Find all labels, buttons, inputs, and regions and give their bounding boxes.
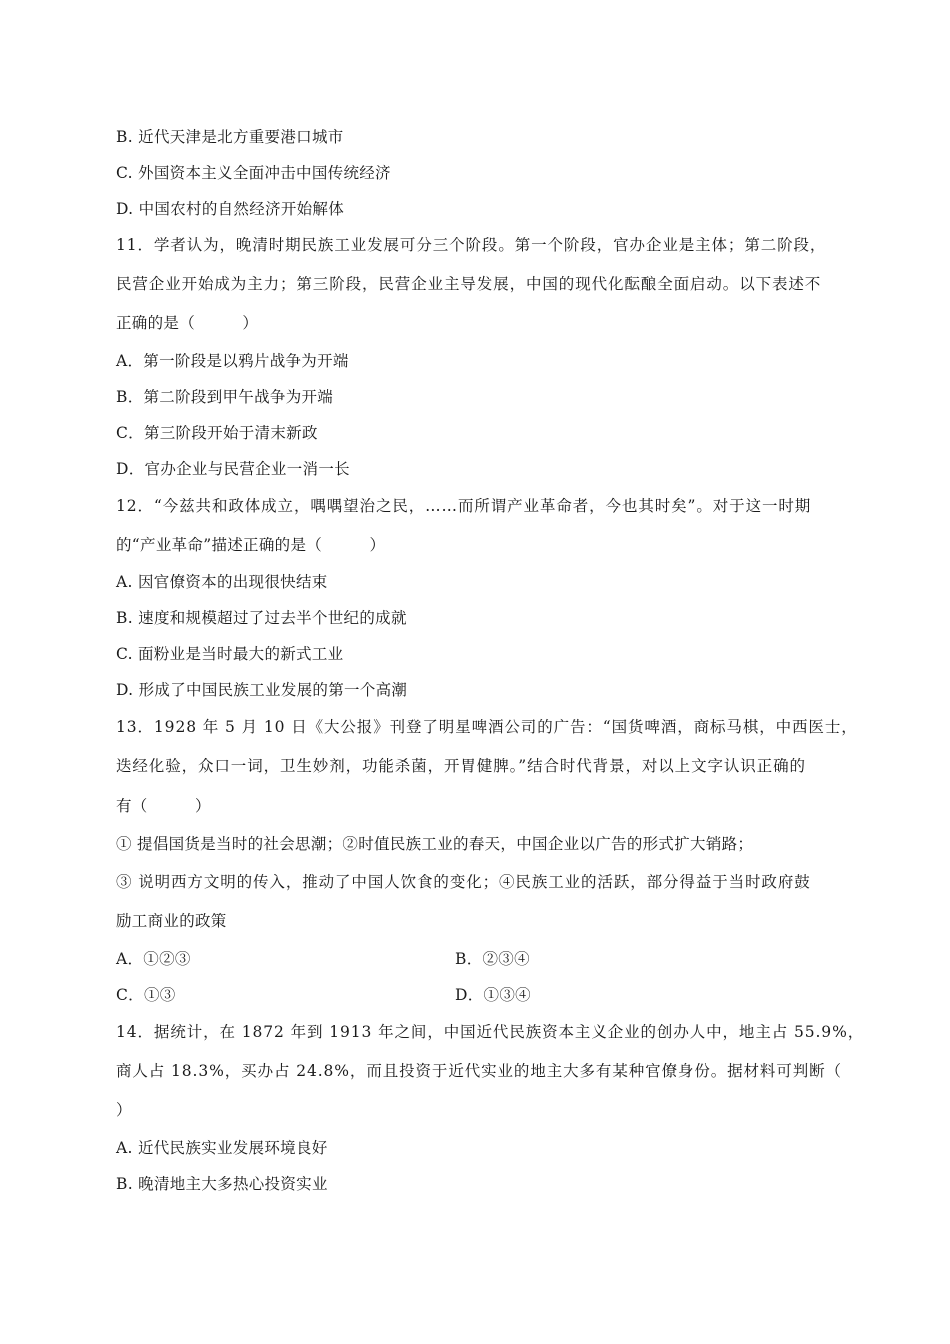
q14-stem-line1: 14．据统计，在 1872 年到 1913 年之间，中国近代民族资本主义企业的创办人中，地主占 55.9%，: [116, 1023, 865, 1041]
q11-option-a: A．第一阶段是以鸦片战争为开端: [116, 352, 349, 370]
q13-option-d: D．①③④: [455, 986, 531, 1004]
q14-option-b: B. 晚清地主大多热心投资实业: [116, 1175, 328, 1193]
q11-option-d: D．官办企业与民营企业一消一长: [116, 460, 350, 478]
q10-option-d: D. 中国农村的自然经济开始解体: [116, 200, 345, 218]
q14-stem-line2: 商人占 18.3%，买办占 24.8%，而且投资于近代实业的地主大多有某种官僚身份。据材料可判断（: [116, 1062, 842, 1080]
q10-option-b: B. 近代天津是北方重要港口城市: [116, 128, 344, 146]
q14-stem-line3: ）: [116, 1101, 132, 1119]
q12-stem-line1: 12．“今兹共和政体成立，喁喁望治之民，……而所谓产业革命者，今也其时矣”。对于这一时期: [116, 497, 812, 515]
q10-option-c: C. 外国资本主义全面冲击中国传统经济: [116, 164, 391, 182]
q11-option-b: B．第二阶段到甲午战争为开端: [116, 388, 334, 406]
q11-stem-line3: 正确的是（ ）: [116, 314, 259, 332]
q13-option-b: B．②③④: [455, 950, 530, 968]
q11-option-c: C．第三阶段开始于清末新政: [116, 424, 318, 442]
q13-stem-line2: 迭经化验，众口一词，卫生妙剂，功能杀菌，开胃健脾。”结合时代背景，对以上文字认识正确的: [116, 757, 806, 775]
q12-option-a: A. 因官僚资本的出现很快结束: [116, 573, 328, 591]
q13-option-c: C．①③: [116, 986, 176, 1004]
q12-stem-line2: 的“产业革命”描述正确的是（ ）: [116, 536, 386, 554]
q13-statement-line1: ① 提倡国货是当时的社会思潮；②时值民族工业的春天，中国企业以广告的形式扩大销路；: [116, 835, 754, 853]
q14-option-a: A. 近代民族实业发展环境良好: [116, 1139, 328, 1157]
q12-option-c: C. 面粉业是当时最大的新式工业: [116, 645, 344, 663]
q11-stem-line1: 11．学者认为，晚清时期民族工业发展可分三个阶段。第一个阶段，官办企业是主体；第二阶段，: [116, 236, 827, 254]
q13-statement-line2: ③ 说明西方文明的传入，推动了中国人饮食的变化；④民族工业的活跃，部分得益于当时政府鼓: [116, 873, 811, 891]
q13-stem-line3: 有（ ）: [116, 797, 211, 815]
q12-option-b: B. 速度和规模超过了过去半个世纪的成就: [116, 609, 407, 627]
q12-option-d: D. 形成了中国民族工业发展的第一个高潮: [116, 681, 408, 699]
q11-stem-line2: 民营企业开始成为主力；第三阶段，民营企业主导发展，中国的现代化酝酿全面启动。以下表述不: [116, 275, 822, 293]
q13-statement-line3: 励工商业的政策: [116, 912, 227, 930]
q13-stem-line1: 13．1928 年 5 月 10 日《大公报》刊登了明星啤酒公司的广告：“国货啤酒，商标马棋，中西医士，: [116, 718, 858, 736]
q13-option-a: A．①②③: [116, 950, 191, 968]
